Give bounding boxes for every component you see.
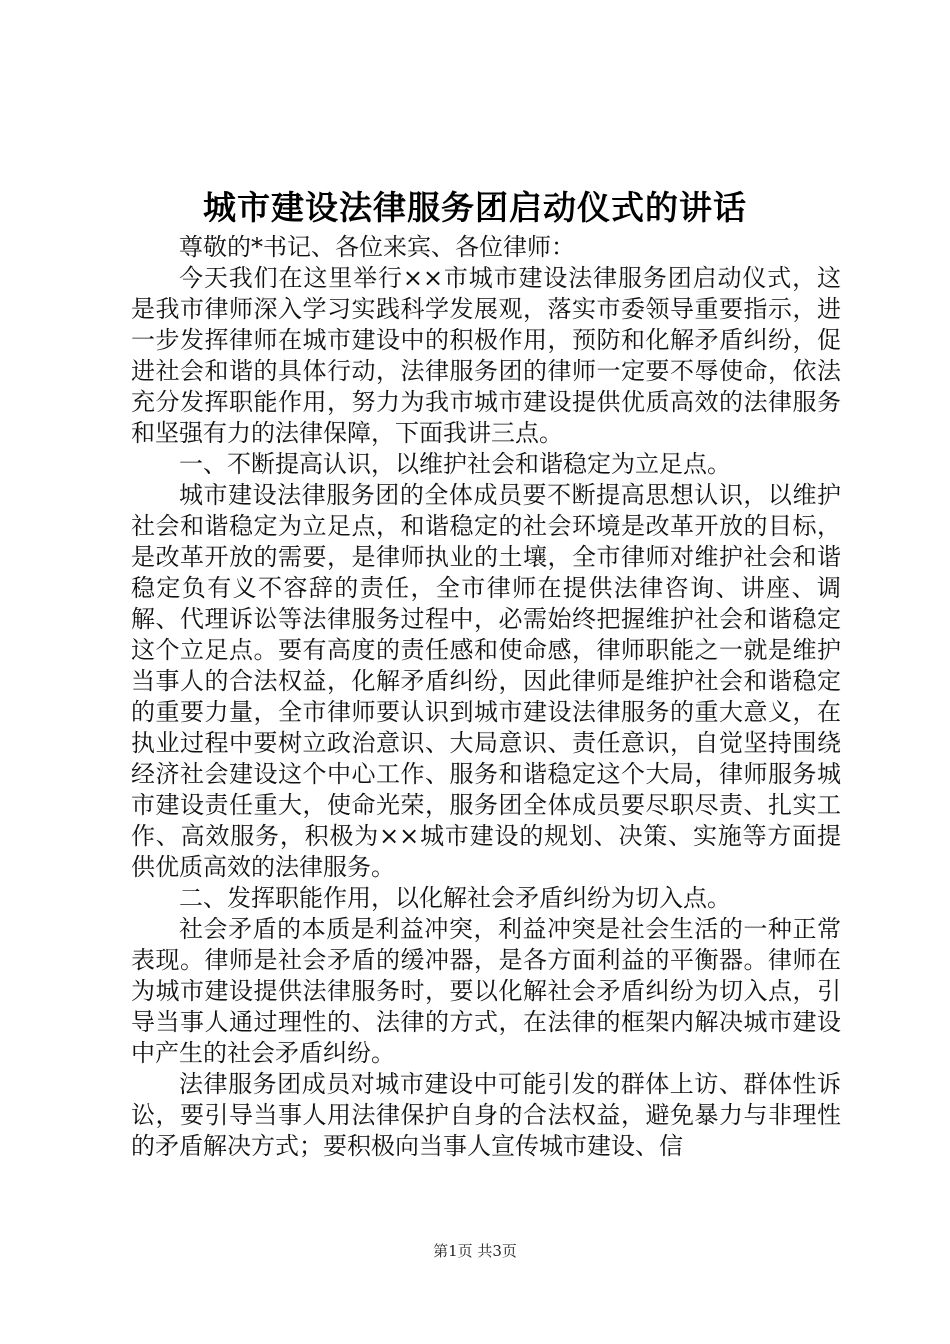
page-footer: 第1页 共3页 [433,1242,517,1260]
intro-paragraph: 今天我们在这里举行××市城市建设法律服务团启动仪式，这是我市律师深入学习实践科学发展观，落实市委领导重要指示，进一步发挥律师在城市建设中的积极作用，预防和化解矛盾纠纷，促进社会和谐的具体行动，法律服务团的律师一定要不辱使命，依法充分发挥职能作用，努力为我市城市建设提供优质高效的法律服务和坚强有力的法律保障，下面我讲三点。 [131,264,841,447]
section-heading-1: 一、不断提高认识，以维护社会和谐稳定为立足点。 [179,450,731,478]
section-2-paragraph-1: 社会矛盾的本质是利益冲突，利益冲突是社会生活的一种正常表现。律师是社会矛盾的缓冲器，是各方面利益的平衡器。律师在为城市建设提供法律服务时，要以化解社会矛盾纠纷为切入点，引导当事人通过理性的、法律的方式，在法律的框架内解决城市建设中产生的社会矛盾纠纷。 [131,915,841,1067]
salutation-paragraph: 尊敬的*书记、各位来宾、各位律师： [179,233,575,261]
section-heading-2: 二、发挥职能作用，以化解社会矛盾纠纷为切入点。 [179,884,731,912]
section-1-paragraph: 城市建设法律服务团的全体成员要不断提高思想认识，以维护社会和谐稳定为立足点，和谐稳定的社会环境是改革开放的目标，是改革开放的需要，是律师执业的土壤，全市律师对维护社会和谐稳定负有义不容辞的责任，全市律师在提供法律咨询、讲座、调解、代理诉讼等法律服务过程中，必需始终把握维护社会和谐稳定这个立足点。要有高度的责任感和使命感，律师职能之一就是维护当事人的合法权益，化解矛盾纠纷，因此律师是维护社会和谐稳定的重要力量，全市律师要认识到城市建设法律服务的重大意义，在执业过程中要树立政治意识、大局意识、责任意识，自觉坚持围绕经济社会建设这个中心工作、服务和谐稳定这个大局，律师服务城市建设责任重大，使命光荣，服务团全体成员要尽职尽责、扎实工作、高效服务，积极为××城市建设的规划、决策、实施等方面提供优质高效的法律服务。 [131,481,841,881]
document-body [131,232,841,1162]
document-title: 城市建设法律服务团启动仪式的讲话 [203,188,747,227]
section-2-paragraph-2: 法律服务团成员对城市建设中可能引发的群体上访、群体性诉讼，要引导当事人用法律保护自身的合法权益，避免暴力与非理性的矛盾解决方式；要积极向当事人宣传城市建设、信 [131,1070,841,1160]
